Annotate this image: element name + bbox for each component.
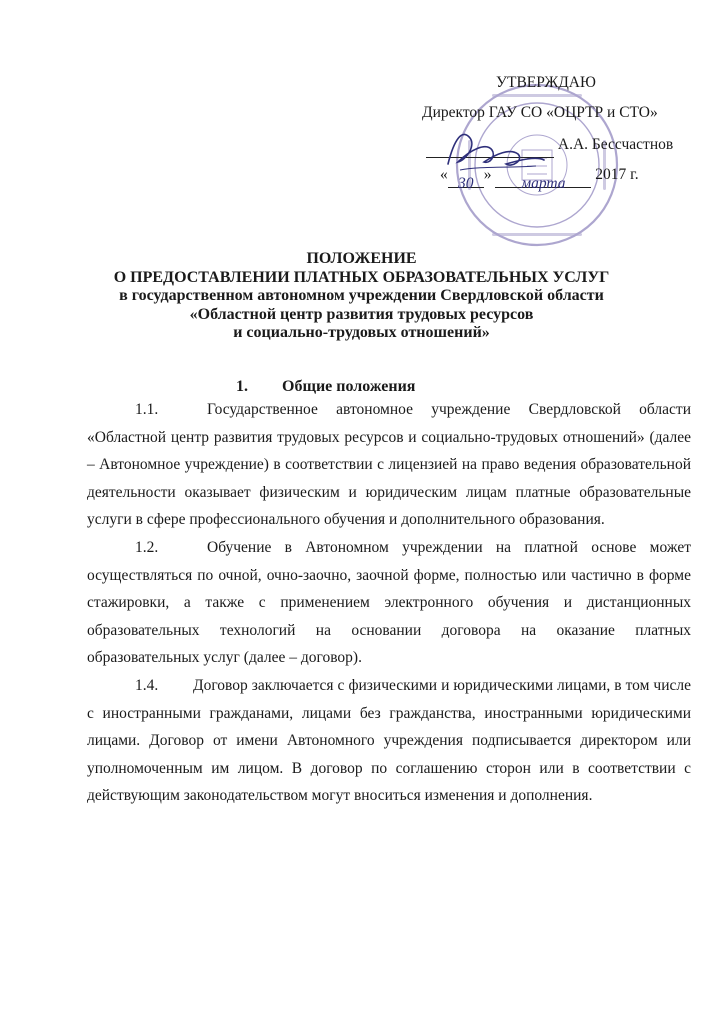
handwritten-signature	[440, 120, 550, 180]
title-line-1: ПОЛОЖЕНИЕ	[306, 250, 417, 267]
date-day: 30	[448, 171, 484, 188]
section-title: Общие положения	[282, 378, 416, 395]
paragraph	[87, 396, 691, 534]
date-open-quote: «	[440, 166, 448, 183]
title-line-5: и социально-трудовых отношений»	[233, 324, 490, 341]
date-month: марта	[495, 171, 591, 188]
title-line-2: О ПРЕДОСТАВЛЕНИИ ПЛАТНЫХ ОБРАЗОВАТЕЛЬНЫХ УСЛУГ	[113, 268, 610, 286]
date-mid-quote: »	[483, 166, 492, 183]
paragraph-text: Обучение в Автономном учреждении на платной основе может осуществляться по очной, очно-заочно, заочной форме, полностью или частично в форме стажировки, а также с применением электронного обучения и дистанционных образовательных технологий на основании договора на оказание платных образовательных услуг (далее – договор).	[87, 538, 691, 667]
section-heading	[236, 378, 415, 396]
section-number: 1.	[236, 378, 248, 395]
document-title	[0, 250, 723, 343]
title-line-4: «Областной центр развития трудовых ресурсов	[189, 305, 534, 323]
director-position: Директор ГАУ СО «ОЦРТР и СТО»	[422, 104, 658, 121]
title-line-3: в государственном автономном учреждении Свердловской области	[119, 287, 604, 304]
paragraph	[87, 534, 691, 672]
paragraph-number: 1.2.	[135, 538, 159, 556]
paragraph-number: 1.1.	[135, 401, 159, 418]
date-year: 2017 г.	[595, 166, 639, 183]
signer-name: А.А. Бессчастнов	[557, 136, 674, 153]
document-body	[87, 396, 691, 810]
paragraph-text: Договор заключается с физическими и юридическими лицами, в том числе с иностранными гражданами, лицами без гражданства, иностранными юридическими лицами. Договор от имени Автономного учреждения подписывается директором или уполномоченным им лицом. В договор по соглашению сторон или в соответствии с действующим законодательством могут вноситься изменения и дополнения.	[87, 676, 691, 805]
paragraph-text: Государственное автономное учреждение Свердловской области «Областной центр развития трудовых ресурсов и социально-трудовых отношений» (далее – Автономное учреждение) в соответствии с лицензией на право ведения образовательной деятельности оказывает физическим и юридическим лицам платные образовательные услуги в сфере профессионального обучения и дополнительного образования.	[87, 401, 691, 529]
approve-word: УТВЕРЖДАЮ	[496, 74, 596, 91]
paragraph	[87, 672, 691, 810]
paragraph-number: 1.4.	[135, 676, 159, 694]
